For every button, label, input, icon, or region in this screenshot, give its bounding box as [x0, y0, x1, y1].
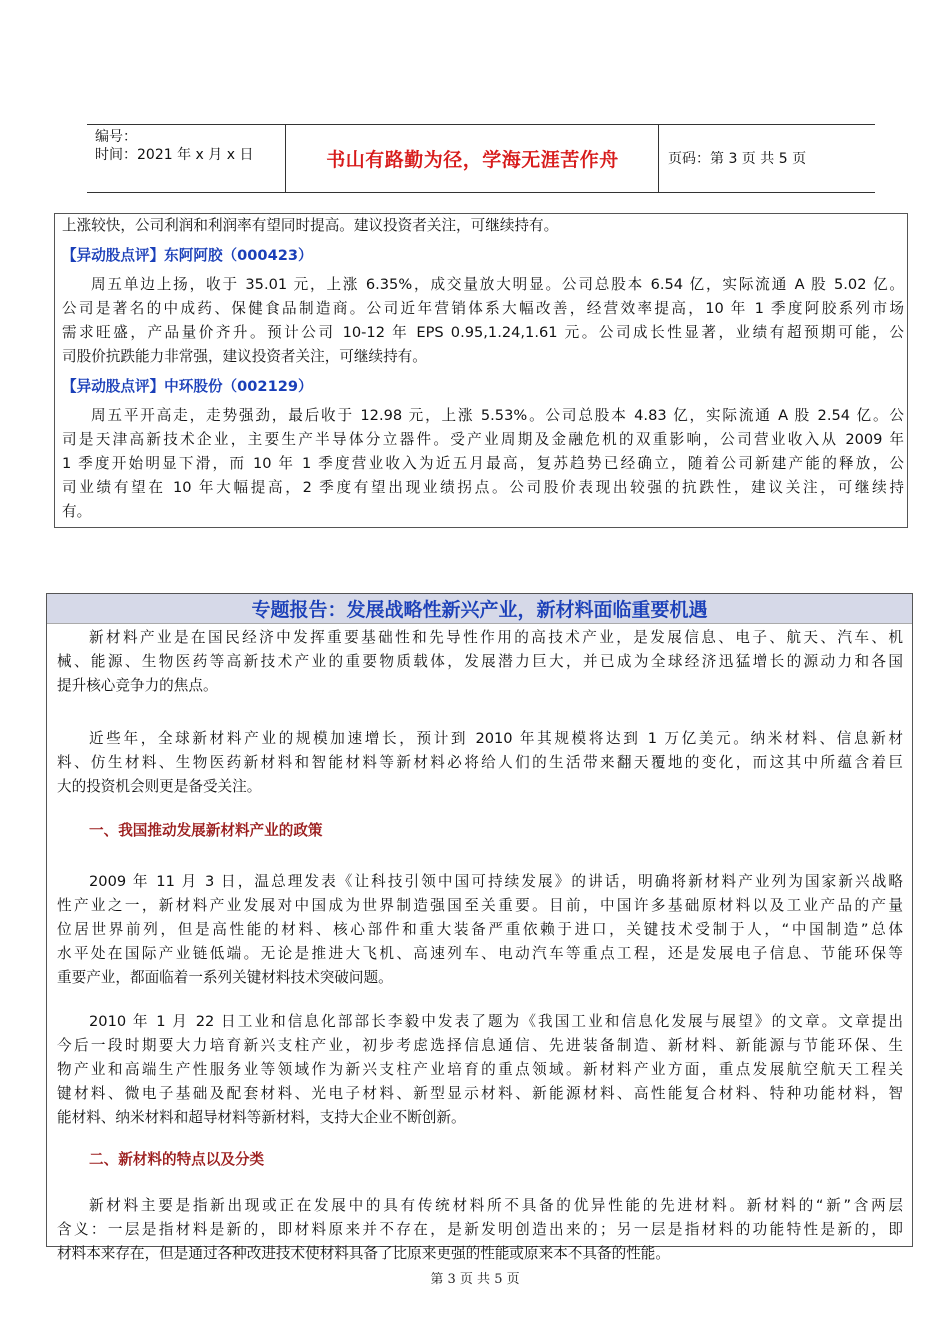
text-line: 能材料、纳米材料和超导材料等新材料，支持大企业不断创新。 — [57, 1109, 466, 1126]
header-page-label: 页码：第 3 页 共 5 页 — [668, 151, 807, 167]
text-line: 大的投资机会则更是备受关注。 — [57, 778, 262, 795]
report-paragraph — [57, 727, 903, 799]
text-line: 1 季度开始明显下滑，而 10 年 1 季度营业收入为近五月最高，复苏趋势已经确立，随着公司新建产能的释放，公 — [62, 455, 904, 472]
text-line: 重要产业，都面临着一系列关键材料技术突破问题。 — [57, 969, 393, 986]
section-heading: 一、我国推动发展新材料产业的政策 — [89, 822, 323, 839]
stock-commentary-content — [62, 214, 904, 524]
text-line: 材料本来存在，但是通过各种改进技术使材料具备了比原来更强的性能或原来本不具备的性能。 — [57, 1245, 670, 1262]
text-line: 2010 年 1 月 22 日工业和信息化部部长李毅中发表了题为《我国工业和信息化发展与展望》的文章。文章提出 — [89, 1013, 903, 1030]
text-line: 近些年，全球新材料产业的规模加速增长，预计到 2010 年其规模将达到 1 万亿美元。纳米材料、信息新材 — [89, 730, 903, 747]
stock-paragraph — [62, 404, 904, 524]
spacer — [57, 843, 903, 870]
text-line: 新材料主要是指新出现或正在发展中的具有传统材料所不具备的优异性能的先进材料。新材料的“新”含两层 — [89, 1197, 903, 1214]
spacer — [57, 799, 903, 819]
header-motto: 书山有路勤为径，学海无涯苦作舟 — [326, 148, 619, 171]
stock-title: 【异动股点评】东阿阿胶（000423） — [62, 247, 313, 264]
intro-line: 上涨较快，公司利润和利润率有望同时提高。建议投资者关注，可继续持有。 — [62, 217, 559, 234]
text-line: 司股价抗跌能力非常强，建议投资者关注，可继续持有。 — [62, 348, 427, 365]
report-paragraph — [57, 1194, 903, 1266]
header-meta — [95, 128, 253, 164]
text-line: 周五单边上扬，收于 35.01 元，上涨 6.35%，成交量放大明显。公司总股本 6.54 亿，实际流通 A 股 5.02 亿。 — [91, 276, 904, 293]
spacer — [57, 990, 903, 1010]
report-paragraph — [57, 1010, 903, 1130]
text-line: 性产业之一，新材料产业发展对中国成为世界制造强国至关重要。目前，中国许多基础原材料以及工业产品的产量 — [57, 897, 903, 914]
spacer — [57, 1172, 903, 1194]
text-line: 有。 — [62, 503, 92, 520]
page-footer: 第 3 页 共 5 页 — [430, 1272, 520, 1287]
text-line: 司业绩有望在 10 年大幅提高，2 季度有望出现业绩拐点。公司股价表现出较强的抗跌性，建议关注，可继续持 — [62, 479, 904, 496]
text-line: 今后一段时期要大力培育新兴支柱产业，初步考虑选择信息通信、先进装备制造、新材料、新能源与节能环保、生 — [57, 1037, 903, 1054]
stock-paragraph — [62, 273, 904, 369]
report-title: 专题报告：发展战略性新兴产业，新材料面临重要机遇 — [47, 594, 912, 624]
report-body — [57, 626, 903, 1266]
text-line: 位居世界前列，但是高性能的材料、核心部件和重大装备严重依赖于进口，关键技术受制于人，“中国制造”总体 — [57, 921, 903, 938]
report-paragraph — [57, 626, 903, 698]
text-line: 键材料、微电子基础及配套材料、光电子材料、新型显示材料、新能源材料、高性能复合材料、特种功能材料，智 — [57, 1085, 903, 1102]
text-line: 提升核心竞争力的焦点。 — [57, 677, 218, 694]
header-divider — [285, 124, 286, 192]
text-line: 公司是著名的中成药、保健食品制造商。公司近年营销体系大幅改善，经营效率提高，10 年 1 季度阿胶系列市场 — [62, 300, 904, 317]
section-heading: 二、新材料的特点以及分类 — [89, 1151, 265, 1168]
report-paragraph — [57, 870, 903, 990]
spacer — [57, 698, 903, 722]
text-line: 物产业和高端生产性服务业等领域作为新兴支柱产业培育的重点领域。新材料产业方面，重点发展航空航天工程关 — [57, 1061, 903, 1078]
text-line: 司是天津高新技术企业，主要生产半导体分立器件。受产业周期及金融危机的双重影响，公司营业收入从 2009 年 — [62, 431, 904, 448]
header-bottom-rule — [87, 192, 875, 193]
text-line: 料、仿生材料、生物医药新材料和智能材料等新材料必将给人们的生活带来翻天覆地的变化，而这其中所蕴含着巨 — [57, 754, 903, 771]
stock-title: 【异动股点评】中环股份（002129） — [62, 378, 313, 395]
header-divider — [658, 124, 659, 192]
text-line: 2009 年 11 月 3 日，温总理发表《让科技引领中国可持续发展》的讲话，明确将新材料产业列为国家新兴战略 — [89, 873, 903, 890]
text-line: 需求旺盛，产品量价齐升。预计公司 10-12 年 EPS 0.95,1.24,1.61 元。公司成长性显著，业绩有超预期可能，公 — [62, 324, 904, 341]
text-line: 周五平开高走，走势强劲，最后收于 12.98 元，上涨 5.53%。公司总股本 4.83 亿，实际流通 A 股 2.54 亿。公 — [91, 407, 904, 424]
text-line: 新材料产业是在国民经济中发挥重要基础性和先导性作用的高技术产业，是发展信息、电子、航天、汽车、机 — [89, 629, 903, 646]
text-line: 含义：一层是指材料是新的，即材料原来并不存在，是新发明创造出来的；另一层是指材料的功能特性是新的，即 — [57, 1221, 903, 1238]
text-line: 械、能源、生物医药等高新技术产业的重要物质载体，发展潜力巨大，并已成为全球经济迅猛增长的源动力和各国 — [57, 653, 903, 670]
spacer — [57, 1130, 903, 1148]
text-line: 水平处在国际产业链低端。无论是推进大飞机、高速列车、电动汽车等重点工程，还是发展电子信息、节能环保等 — [57, 945, 903, 962]
time-label: 时间：2021 年 x 月 x 日 — [95, 147, 254, 163]
number-label: 编号： — [95, 129, 137, 145]
